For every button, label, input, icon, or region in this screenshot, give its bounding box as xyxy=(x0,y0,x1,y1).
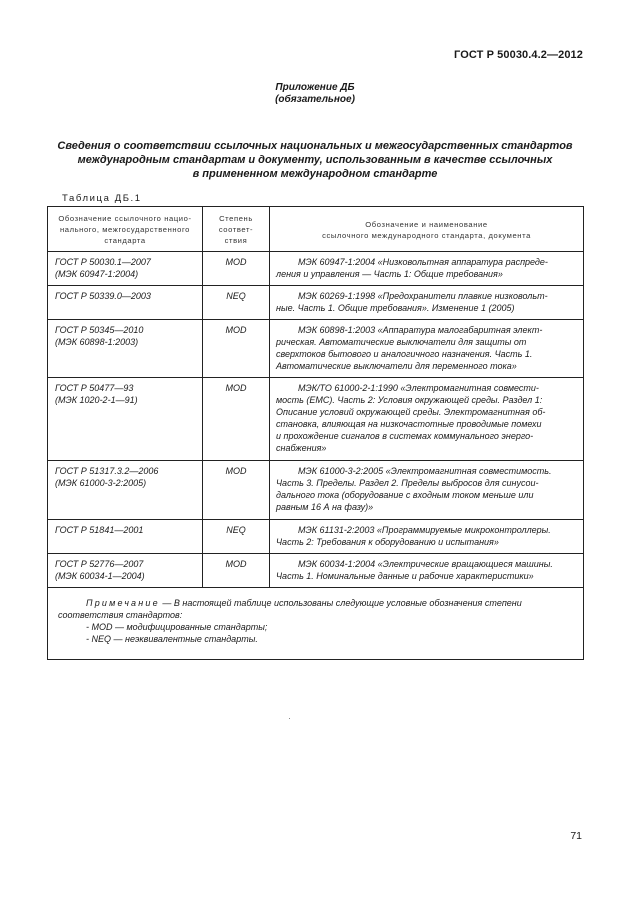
national-standard-cell xyxy=(48,252,203,286)
section-heading xyxy=(40,139,590,181)
national-standard-line: (МЭК 1020-2-1—91) xyxy=(55,395,138,405)
national-standard-cell xyxy=(48,320,203,378)
header-line: Степень xyxy=(219,214,253,223)
table-row xyxy=(48,554,584,588)
table-row xyxy=(48,378,584,461)
annex-title: Приложение ДБ xyxy=(275,82,355,93)
international-standard-line: снабжения» xyxy=(276,443,327,453)
national-standard-cell xyxy=(48,378,203,461)
header-line: ссылочного международного стандарта, документа xyxy=(322,230,531,240)
table-row xyxy=(48,286,584,320)
international-standard-line: равным 16 А на фазу)» xyxy=(276,502,374,512)
international-standard-cell xyxy=(270,252,584,286)
national-standard-line: ГОСТ Р 50345—2010 xyxy=(55,325,144,335)
international-standard-line: мость (EMC). Часть 2: Условия окружающей среды. Раздел 1: xyxy=(276,395,543,405)
table-label: Таблица ДБ.1 xyxy=(62,193,142,204)
international-standard-line: Часть 3. Пределы. Раздел 2. Пределы выбросов для синусои- xyxy=(276,478,539,488)
heading-line: Сведения о соответствии ссылочных национальных и межгосударственных стандартов xyxy=(57,140,573,152)
table-header-row xyxy=(48,207,584,252)
heading-line: в примененном международном стандарте xyxy=(192,168,438,180)
header-line: нального, межгосударственного xyxy=(59,225,191,234)
table-row xyxy=(48,520,584,554)
note-item-mod: - MOD — модифицированные стандарты; xyxy=(86,622,268,632)
national-standard-cell xyxy=(48,286,203,320)
international-standard-line: и прохождение сигналов в системах коммунального энерго- xyxy=(276,431,534,441)
international-standard-line: ления и управления — Часть 1: Общие требования» xyxy=(276,269,503,279)
standards-table xyxy=(47,206,584,660)
international-standard-cell xyxy=(270,286,584,320)
international-standard-cell xyxy=(270,320,584,378)
international-standard-line: МЭК 60898-1:2003 «Аппаратура малогабаритная элект- xyxy=(298,325,543,335)
page-number: 71 xyxy=(570,830,582,842)
degree-cell: NEQ xyxy=(203,286,270,320)
international-standard-line: Описание условий окружающей среды. Электромагнитная об- xyxy=(276,407,546,417)
column-header-international xyxy=(270,207,584,252)
international-standard-line: МЭК 61000-3-2:2005 «Электромагнитная совместимость. xyxy=(298,466,552,476)
degree-cell: MOD xyxy=(203,378,270,461)
header-line: стандарта xyxy=(104,236,146,245)
header-line: соответ- xyxy=(218,225,254,234)
column-header-national xyxy=(48,207,203,252)
national-standard-line: ГОСТ Р 52776—2007 xyxy=(55,559,144,569)
table-row xyxy=(48,252,584,286)
note-row xyxy=(48,588,584,660)
international-standard-line: МЭК 60269-1:1998 «Предохранители плавкие низковольт- xyxy=(298,291,548,301)
scan-dot xyxy=(289,718,290,719)
national-standard-cell xyxy=(48,554,203,588)
header-line: ствия xyxy=(224,236,248,245)
international-standard-line: Часть 2: Требования к оборудованию и испытания» xyxy=(276,537,499,547)
international-standard-line: МЭК 60034-1:2004 «Электрические вращающиеся машины. xyxy=(298,559,553,569)
note-word: Примечание xyxy=(86,598,160,608)
annex-status: (обязательное) xyxy=(275,94,355,105)
national-standard-line: ГОСТ Р 50339.0—2003 xyxy=(55,291,151,301)
national-standard-cell xyxy=(48,520,203,554)
header-line: Обозначение и наименование xyxy=(365,219,488,229)
header-line: Обозначение ссылочного нацио- xyxy=(58,214,192,223)
national-standard-line: ГОСТ Р 51317.3.2—2006 xyxy=(55,466,159,476)
degree-cell: MOD xyxy=(203,320,270,378)
international-standard-line: дального тока (оборудование с входным током меньше или xyxy=(276,490,534,500)
national-standard-line: (МЭК 60947-1:2004) xyxy=(55,269,139,279)
international-standard-line: ные. Часть 1. Общие требования». Изменение 1 (2005) xyxy=(276,303,515,313)
international-standard-cell xyxy=(270,461,584,520)
annex-header xyxy=(0,82,630,106)
note-text: — В настоящей таблице использованы следующие условные обозначения степени xyxy=(162,598,522,608)
international-standard-line: сверхтоков бытового и аналогичного назначения. Часть 1. xyxy=(276,349,533,359)
degree-cell: NEQ xyxy=(203,520,270,554)
note-item-neq: - NEQ — неэквивалентные стандарты. xyxy=(86,634,258,644)
heading-line: международным стандартам и документу, использованным в качестве ссылочных xyxy=(77,154,553,166)
international-standard-line: становка, влияющая на низкочастотные проводимые помехи xyxy=(276,419,542,429)
international-standard-line: МЭК/ТО 61000-2-1:1990 «Электромагнитная совмести- xyxy=(298,383,539,393)
national-standard-line: (МЭК 60034-1—2004) xyxy=(55,571,145,581)
table-row xyxy=(48,461,584,520)
degree-cell: MOD xyxy=(203,252,270,286)
national-standard-line: ГОСТ Р 50030.1—2007 xyxy=(55,257,151,267)
table-row xyxy=(48,320,584,378)
national-standard-line: (МЭК 61000-3-2:2005) xyxy=(55,478,147,488)
international-standard-line: рическая. Автоматические выключатели для защиты от xyxy=(276,337,527,347)
column-header-degree xyxy=(203,207,270,252)
degree-cell: MOD xyxy=(203,461,270,520)
international-standard-cell xyxy=(270,554,584,588)
national-standard-line: (МЭК 60898-1:2003) xyxy=(55,337,139,347)
standard-code: ГОСТ Р 50030.4.2—2012 xyxy=(454,49,583,61)
national-standard-line: ГОСТ Р 50477—93 xyxy=(55,383,134,393)
degree-cell: MOD xyxy=(203,554,270,588)
note-line xyxy=(58,597,575,609)
international-standard-line: МЭК 60947-1:2004 «Низковольтная аппаратура распреде- xyxy=(298,257,548,267)
international-standard-line: МЭК 61131-2:2003 «Программируемые микроконтроллеры. xyxy=(298,525,551,535)
international-standard-line: Часть 1. Номинальные данные и рабочие характеристики» xyxy=(276,571,534,581)
international-standard-cell xyxy=(270,520,584,554)
national-standard-line: ГОСТ Р 51841—2001 xyxy=(55,525,144,535)
note-line: соответствия стандартов: xyxy=(58,610,183,620)
international-standard-line: Автоматические выключатели для переменного тока» xyxy=(276,361,517,371)
international-standard-cell xyxy=(270,378,584,461)
national-standard-cell xyxy=(48,461,203,520)
table-note xyxy=(48,588,584,660)
